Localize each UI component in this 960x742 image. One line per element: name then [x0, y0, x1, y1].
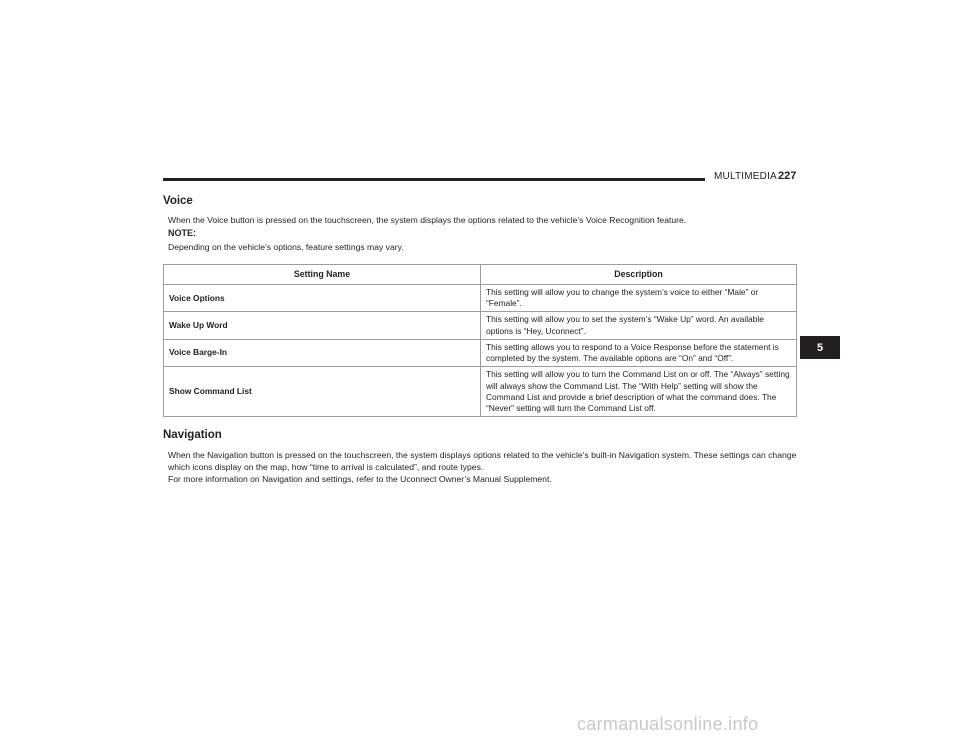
setting-name-cell: Show Command List — [164, 367, 481, 417]
navigation-section-title: Navigation — [163, 429, 222, 441]
voice-settings-table — [163, 264, 797, 417]
header-setting-name: Setting Name — [164, 265, 481, 285]
setting-description-cell: This setting will allow you to set the system’s “Wake Up” word. An available options is “Hey, Uconnect”. — [481, 312, 797, 339]
navigation-para-1: When the Navigation button is pressed on the touchscreen, the system displays options related to the vehicle’s built-in Navigation system. These settings can change which icons display on the map, how “time to arrival is calculated”, and route types. — [168, 450, 797, 472]
watermark-text: carmanualsonline.info — [577, 714, 759, 734]
note-text: Depending on the vehicle’s options, feature settings may vary. — [168, 242, 404, 252]
page-number: 227 — [778, 170, 797, 182]
note-label: NOTE: — [168, 228, 196, 238]
setting-name-cell: Voice Options — [164, 285, 481, 312]
table-row — [164, 367, 797, 417]
table-row — [164, 339, 797, 366]
setting-description-cell: This setting will allow you to turn the Command List on or off. The “Always” setting will always show the Command List. The “With Help” setting will show the Command List and provide a brief description of what the command does. The “Never” setting will turn the Command List off. — [481, 367, 797, 417]
header-rule — [163, 178, 705, 181]
setting-name-cell: Voice Barge-In — [164, 339, 481, 366]
setting-description-cell: This setting allows you to respond to a Voice Response before the statement is completed by the system. The available options are “On” and “Off”. — [481, 339, 797, 366]
voice-section-title: Voice — [163, 195, 193, 207]
table-row — [164, 312, 797, 339]
table-row — [164, 285, 797, 312]
table-header-row — [164, 265, 797, 285]
chapter-tab: 5 — [800, 336, 840, 359]
voice-intro-text: When the Voice button is pressed on the touchscreen, the system displays the options related to the vehicle’s Voice Recognition feature. — [168, 215, 687, 225]
navigation-para-2: For more information on Navigation and settings, refer to the Uconnect Owner’s Manual Supplement. — [168, 474, 552, 484]
header-section-title: MULTIMEDIA — [714, 171, 777, 182]
header-description: Description — [481, 265, 797, 285]
setting-name-cell: Wake Up Word — [164, 312, 481, 339]
setting-description-cell: This setting will allow you to change the system’s voice to either “Male” or “Female”. — [481, 285, 797, 312]
